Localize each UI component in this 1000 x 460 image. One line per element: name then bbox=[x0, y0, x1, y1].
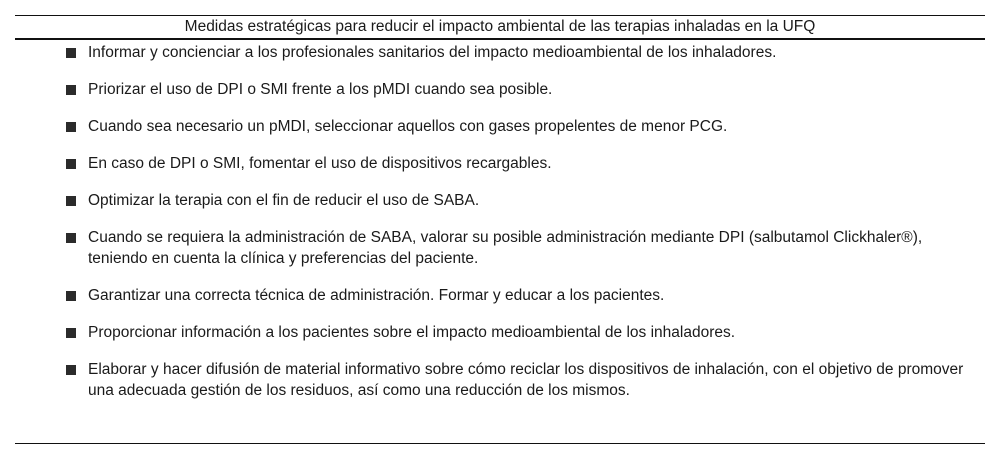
square-bullet-icon bbox=[66, 48, 76, 58]
bottom-rule bbox=[15, 443, 985, 444]
list-item bbox=[66, 116, 966, 137]
square-bullet-icon bbox=[66, 291, 76, 301]
list-item bbox=[66, 79, 966, 100]
list-item-text: Cuando se requiera la administración de SABA, valorar su posible administración mediante DPI (salbutamol Clickhaler®), teniendo en cuenta la clínica y preferencias del paciente. bbox=[88, 229, 923, 267]
list-item bbox=[66, 322, 966, 343]
square-bullet-icon bbox=[66, 159, 76, 169]
list-item-text: Informar y concienciar a los profesionales sanitarios del impacto medioambiental de los inhaladores. bbox=[88, 44, 777, 61]
table-title: Medidas estratégicas para reducir el impacto ambiental de las terapias inhaladas en la UFQ bbox=[184, 18, 816, 35]
list-item-text: Elaborar y hacer difusión de material informativo sobre cómo reciclar los dispositivos de inhalación, con el objetivo de promover una adecuada gestión de los residuos, así como una reducción de los mismos. bbox=[88, 361, 964, 399]
list-item-text: Cuando sea necesario un pMDI, seleccionar aquellos con gases propelentes de menor PCG. bbox=[88, 118, 728, 135]
list-item-text: En caso de DPI o SMI, fomentar el uso de dispositivos recargables. bbox=[88, 155, 552, 172]
list-item-text: Garantizar una correcta técnica de administración. Formar y educar a los pacientes. bbox=[88, 287, 665, 304]
list-item-text: Priorizar el uso de DPI o SMI frente a los pMDI cuando sea posible. bbox=[88, 81, 553, 98]
list-item bbox=[66, 227, 966, 269]
list-item-text: Proporcionar información a los pacientes sobre el impacto medioambiental de los inhaladores. bbox=[88, 324, 736, 341]
list-item bbox=[66, 42, 966, 63]
square-bullet-icon bbox=[66, 122, 76, 132]
square-bullet-icon bbox=[66, 365, 76, 375]
square-bullet-icon bbox=[66, 196, 76, 206]
list-item bbox=[66, 359, 966, 401]
list-item bbox=[66, 153, 966, 174]
square-bullet-icon bbox=[66, 328, 76, 338]
list-item bbox=[66, 190, 966, 211]
square-bullet-icon bbox=[66, 233, 76, 243]
square-bullet-icon bbox=[66, 85, 76, 95]
header-rule bbox=[15, 38, 985, 40]
list-item bbox=[66, 285, 966, 306]
list-item-text: Optimizar la terapia con el fin de reducir el uso de SABA. bbox=[88, 192, 480, 209]
